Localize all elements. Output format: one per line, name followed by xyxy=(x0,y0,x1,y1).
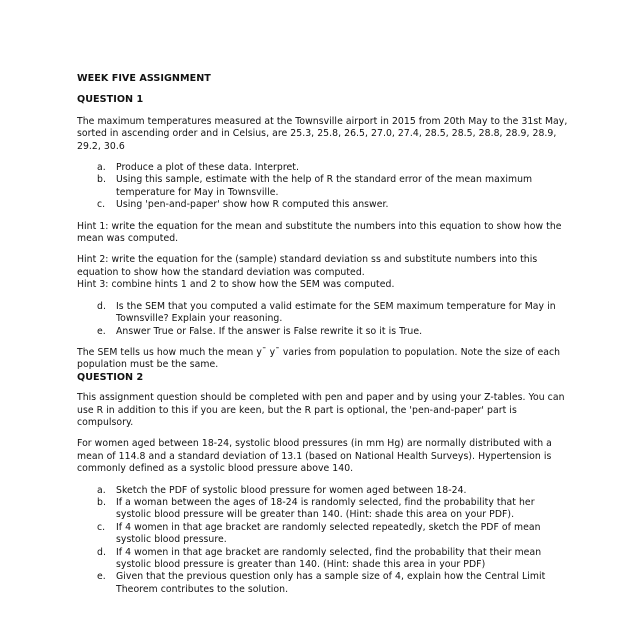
hint-3: Hint 3: combine hints 1 and 2 to show how the SEM was computed. xyxy=(77,279,395,291)
list-marker: b. xyxy=(97,496,106,508)
question-1-items-d-e xyxy=(77,301,569,338)
document-title: WEEK FIVE ASSIGNMENT xyxy=(77,73,211,84)
list-item-text: Given that the previous question only has a sample size of 4, explain how the Central Limit Theorem contributes to the solution. xyxy=(116,571,546,595)
question-2-context: For women aged between 18-24, systolic blood pressures (in mm Hg) are normally distributed with a mean of 114.8 and a standard deviation of 13.1 (based on National Health Surveys). Hypertension is commonly defined as a systolic blood pressure above 140. xyxy=(77,438,552,475)
list-item xyxy=(77,497,569,522)
list-marker: b. xyxy=(97,174,106,186)
list-item-text: Answer True or False. If the answer is False rewrite it so it is True. xyxy=(116,325,423,337)
list-item xyxy=(77,301,569,326)
question-1-items-a-c xyxy=(77,162,569,212)
list-item-text: If 4 women in that age bracket are randomly selected, find the probability that their mean systolic blood pressure is greater than 140. (Hint: shade this area in your PDF) xyxy=(116,546,542,570)
list-marker: d. xyxy=(97,300,106,312)
list-marker: a. xyxy=(97,484,106,496)
list-item-text: Using 'pen-and-paper' show how R computed this answer. xyxy=(116,199,389,211)
assignment-document xyxy=(77,73,569,605)
question-2-intro: This assignment question should be completed with pen and paper and by using your Z-tables. You can use R in addition to this if you are keen, but the R part is optional, the 'pen-and-paper' part is compulsory. xyxy=(77,392,565,428)
list-item-text: If 4 women in that age bracket are randomly selected repeatedly, sketch the PDF of mean systolic blood pressure. xyxy=(116,521,541,546)
sem-statement: The SEM tells us how much the mean y¯ y¯ varies from population to population. Note the size of each population must be the same. xyxy=(77,346,561,371)
hint-2: Hint 2: write the equation for the (sample) standard deviation ss and substitute numbers into this equation to show how the standard deviation was computed. xyxy=(77,254,538,278)
list-item xyxy=(77,174,569,199)
list-item-text: Produce a plot of these data. Interpret. xyxy=(116,162,299,174)
list-item xyxy=(77,199,569,211)
list-marker: c. xyxy=(97,521,106,533)
hint-1: Hint 1: write the equation for the mean and substitute the numbers into this equation to show how the mean was computed. xyxy=(77,220,562,245)
list-marker: d. xyxy=(97,546,106,558)
list-item xyxy=(77,326,569,338)
question-2-heading: QUESTION 2 xyxy=(77,371,144,383)
list-marker: c. xyxy=(97,199,106,211)
question-2-items xyxy=(77,485,569,597)
list-item-text: If a woman between the ages of 18-24 is randomly selected, find the probability that her systolic blood pressure will be greater than 140. (Hint: shade this area on your PDF). xyxy=(116,496,535,521)
list-marker: e. xyxy=(97,571,106,583)
list-marker: e. xyxy=(97,325,106,337)
list-item-text: Sketch the PDF of systolic blood pressure for women aged between 18-24. xyxy=(116,484,467,496)
question-1-heading: QUESTION 1 xyxy=(77,94,144,106)
list-marker: a. xyxy=(97,162,106,174)
list-item xyxy=(77,547,569,572)
question-1-intro: The maximum temperatures measured at the Townsville airport in 2015 from 20th May to the 31st May, sorted in ascending order and in Celsius, are 25.3, 25.8, 26.5, 27.0, 27.4, 28.5, 28.5, 28.8, 28.9, 28.9, 29.2, 30.6 xyxy=(77,115,568,152)
list-item-text: Using this sample, estimate with the help of R the standard error of the mean maximum temperature for May in Townsville. xyxy=(116,174,533,198)
list-item xyxy=(77,522,569,547)
list-item-text: Is the SEM that you computed a valid estimate for the SEM maximum temperature for May in Townsville? Explain your reasoning. xyxy=(116,300,556,325)
list-item xyxy=(77,571,569,596)
list-item xyxy=(77,485,569,497)
list-item xyxy=(77,162,569,174)
